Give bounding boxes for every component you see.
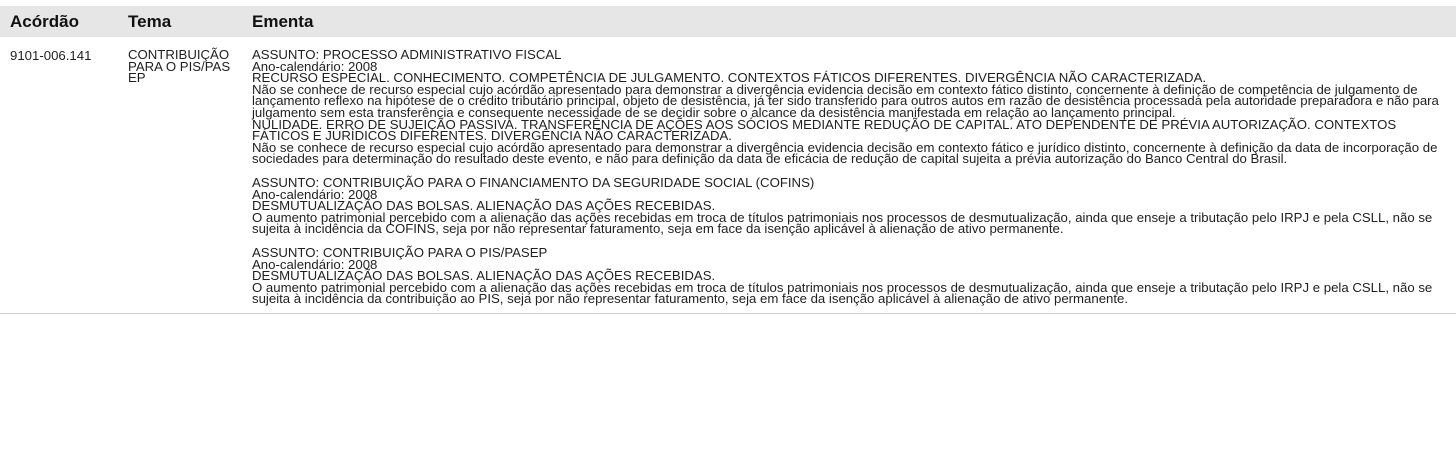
- ementa-topic: RECURSO ESPECIAL. CONHECIMENTO. COMPETÊNCIA DE JULGAMENTO. CONTEXTOS FÁTICOS DIFERENTES. DIVERGÊNCIA NÃO CARACTERIZADA.: [252, 70, 1207, 86]
- tema-cell: [118, 49, 242, 305]
- ementa-topic: NULIDADE. ERRO DE SUJEIÇÃO PASSIVA. TRANSFERÊNCIA DE AÇÕES AOS SÓCIOS MEDIANTE REDUÇÃO DE CAPITAL. ATO DEPENDENTE DE PRÉVIA AUTORIZAÇÃO. CONTEXTOS FÁTICOS E JURÍDICOS DIFERENTES. DIVERGÊNCIA NÃO CARACTERIZADA.: [252, 116, 1397, 144]
- ementa-paragraph: O aumento patrimonial percebido com a alienação das ações recebidas em troca de títulos patrimoniais nos processos de desmutualização, ainda que enseje a tributação pelo IRPJ e pela CSLL, não se sujeita à incidência da COFINS, seja por não representar faturamento, seja em face da isenção aplicável à alienação de ativo permanente.: [252, 209, 1433, 237]
- ementa-assunto: ASSUNTO: CONTRIBUIÇÃO PARA O FINANCIAMENTO DA SEGURIDADE SOCIAL (COFINS): [252, 174, 815, 190]
- acordaos-table: [0, 6, 1456, 314]
- ementa-topic: DESMUTUALIZAÇÃO DAS BOLSAS. ALIENAÇÃO DAS AÇÕES RECEBIDAS.: [252, 268, 716, 284]
- header-acordao: Acórdão: [10, 11, 79, 31]
- ementa-ano: Ano-calendário: 2008: [252, 58, 378, 74]
- ementa-paragraph: Não se conhece de recurso especial cujo acórdão apresentado para demonstrar a divergência evidencia decisão em contexto fático e jurídico distinto, concernente à definição da data de incorporação de sociedades para determinação do resultado deste evento, e não para definição da data de eficácia de redução de capital sujeita a prévia autorização do Banco Central do Brasil.: [252, 139, 1438, 167]
- ementa-paragraph: O aumento patrimonial percebido com a alienação das ações recebidas em troca de títulos patrimoniais nos processos de desmutualização, ainda que enseje a tributação pelo IRPJ e pela CSLL, não se sujeita à incidência da contribuição ao PIS, seja por não representar faturamento, seja em face da isenção aplicável à alienação de ativo permanente.: [252, 279, 1433, 307]
- ementa-block-pis: [252, 244, 1450, 307]
- acordao-cell: [0, 49, 118, 305]
- ementa-block-cofins: [252, 174, 1450, 237]
- ementa-assunto: ASSUNTO: PROCESSO ADMINISTRATIVO FISCAL: [252, 47, 562, 62]
- acordao-number: 9101-006.141: [10, 48, 92, 63]
- ementa-cell: [242, 49, 1456, 305]
- table-row: [0, 37, 1456, 314]
- ementa-ano: Ano-calendário: 2008: [252, 186, 378, 202]
- ementa-assunto: ASSUNTO: CONTRIBUIÇÃO PARA O PIS/PASEP: [252, 244, 548, 260]
- header-tema: Tema: [128, 11, 172, 31]
- header-ementa: Ementa: [252, 11, 314, 31]
- ementa-topic: DESMUTUALIZAÇÃO DAS BOLSAS. ALIENAÇÃO DAS AÇÕES RECEBIDAS.: [252, 198, 716, 214]
- ementa-ano: Ano-calendário: 2008: [252, 256, 378, 272]
- ementa-paragraph: Não se conhece de recurso especial cujo acórdão apresentado para demonstrar a divergência evidencia decisão em contexto fático distinto, concernente à definição de competência de julgamento de lançamento reflexo na hipótese de o crédito tributário principal, objeto de desistência, já ter sido transferido para outros autos em razão de desistência processada pela autoridade preparadora e não para julgamento sem esta transferência e consequente necessidade de se decidir sobre o alcance da desistência manifestada em relação ao lançamento principal.: [252, 81, 1439, 120]
- tema-text: CONTRIBUIÇÃO PARA O PIS/PASEP: [128, 47, 231, 86]
- ementa-block-processo: [252, 49, 1450, 165]
- table-header: [0, 6, 1456, 37]
